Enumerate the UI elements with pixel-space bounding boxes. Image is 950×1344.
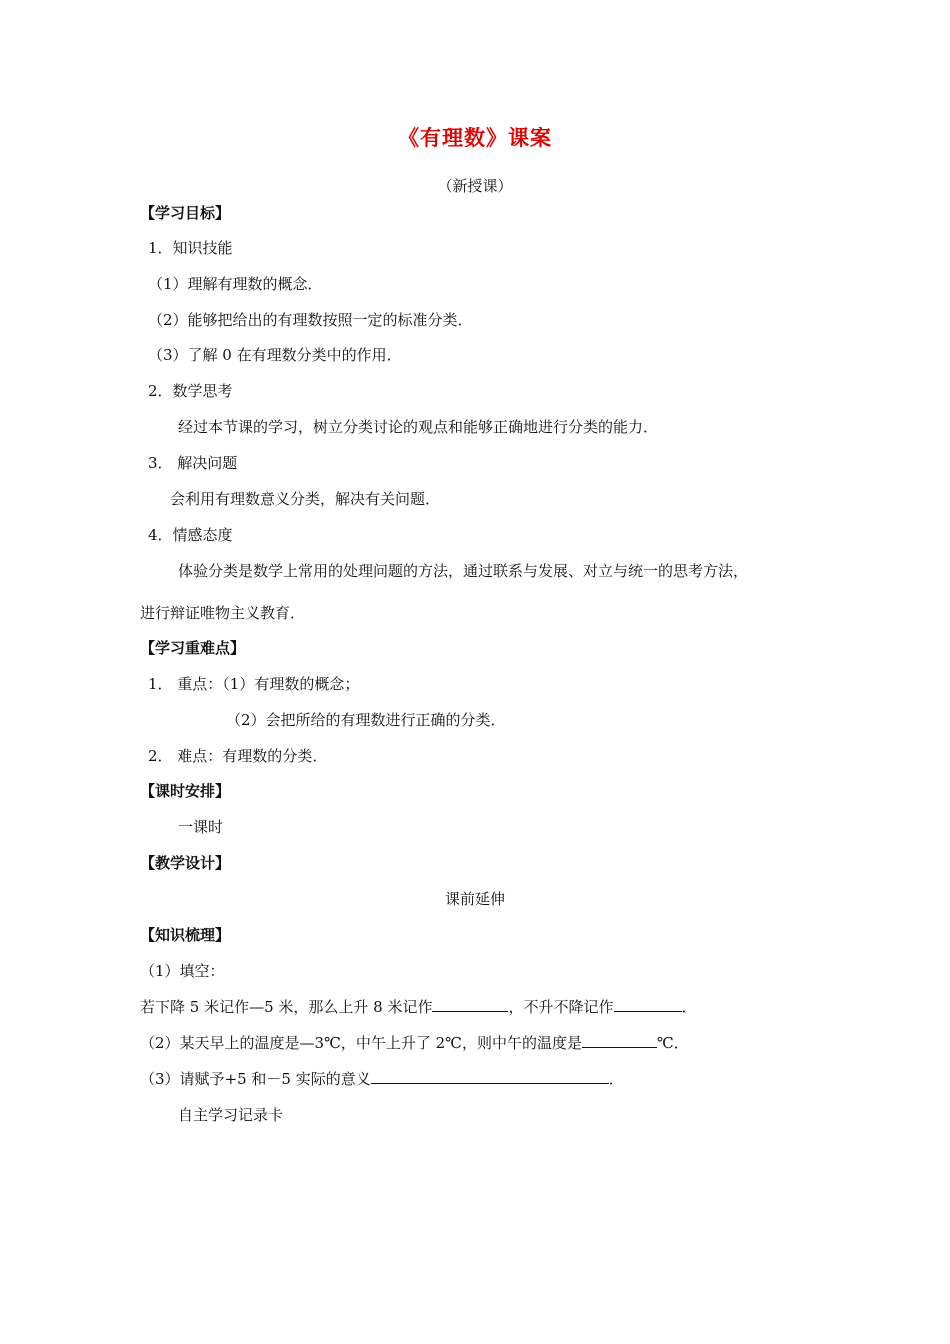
objective-problem: 3． 解决问题 (148, 454, 238, 472)
answer-blank-4[interactable] (371, 1069, 609, 1084)
objective-item-1: （1）理解有理数的概念． (148, 275, 323, 293)
schedule-heading: 【课时安排】 (140, 782, 231, 800)
objective-thinking: 2．数学思考 (148, 382, 233, 400)
question-2-text-a: （2）某天早上的温度是—3℃，中午上升了 2℃，则中午的温度是 (140, 1034, 582, 1052)
question-2 (140, 1033, 689, 1053)
knowledge-heading: 【知识梳理】 (140, 926, 231, 944)
question-3-text-b: ． (608, 1070, 624, 1088)
question-3 (140, 1069, 624, 1089)
question-1 (140, 997, 697, 1017)
schedule-text: 一课时 (178, 818, 224, 836)
answer-blank-2[interactable] (614, 997, 682, 1012)
design-heading: 【教学设计】 (140, 854, 231, 872)
objective-attitude-text-1: 体验分类是数学上常用的处理问题的方法，通过联系与发展、对立与统一的思考方法， (178, 562, 749, 580)
record-card-title: 自主学习记录卡 (178, 1106, 284, 1124)
question-1-label: （1）填空： (140, 962, 225, 980)
question-2-text-b: ℃． (656, 1034, 689, 1052)
question-1-text-a: 若下降 5 米记作—5 米，那么上升 8 米记作 (140, 998, 433, 1016)
keypoint-1b: （2）会把所给的有理数进行正确的分类． (226, 711, 506, 729)
objective-item-2: （2）能够把给出的有理数按照一定的标准分类． (148, 311, 473, 329)
question-3-text-a: （3）请赋予+5 和－5 实际的意义 (140, 1070, 371, 1088)
answer-blank-3[interactable] (582, 1033, 657, 1048)
objective-problem-text: 会利用有理数意义分类，解决有关问题． (170, 490, 441, 508)
document-subtitle: （新授课） (437, 177, 513, 195)
keypoints-heading: 【学习重难点】 (140, 639, 246, 657)
document-title: 《有理数》课案 (398, 125, 552, 150)
objective-thinking-text: 经过本节课的学习，树立分类讨论的观点和能够正确地进行分类的能力． (178, 418, 659, 436)
objective-knowledge: 1．知识技能 (148, 239, 233, 257)
design-section-title: 课前延伸 (444, 890, 505, 908)
answer-blank-1[interactable] (432, 997, 508, 1012)
question-1-text-b: ，不升不降记作 (508, 998, 614, 1016)
keypoint-1: 1． 重点：（1）有理数的概念； (148, 675, 360, 693)
objective-attitude: 4．情感态度 (148, 526, 233, 544)
keypoint-2: 2． 难点：有理数的分类． (148, 747, 328, 765)
question-1-text-c: ． (681, 998, 697, 1016)
objective-item-3: （3）了解 0 在有理数分类中的作用． (148, 346, 402, 364)
objective-attitude-text-2: 进行辩证唯物主义教育． (140, 604, 306, 622)
objectives-heading: 【学习目标】 (140, 204, 231, 222)
